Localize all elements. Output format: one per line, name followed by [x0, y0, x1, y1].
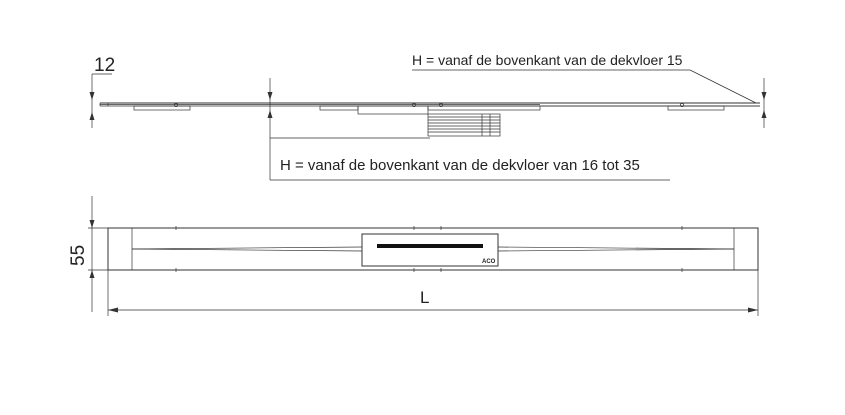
drain-cover	[362, 234, 498, 266]
h-marker-right	[412, 70, 767, 128]
front-view	[68, 196, 758, 316]
dim-l-marker	[108, 270, 758, 316]
side-section-view	[90, 52, 767, 180]
dim-l-label: L	[420, 288, 430, 307]
drain-slot	[377, 244, 483, 248]
note-middle: H = vanaf de bovenkant van de dekvloer van 16 tot 35	[280, 157, 640, 174]
dim-12-label: 12	[94, 55, 116, 76]
dim-12-marker	[90, 74, 113, 128]
note-top-right: H = vanaf de bovenkant van de dekvloer 15	[412, 52, 683, 68]
dim-55-label: 55	[68, 244, 89, 266]
drain-grate-hatch	[428, 114, 500, 136]
dim-55-marker	[88, 196, 132, 312]
aco-logo: ACO	[482, 259, 496, 265]
channel-profile	[100, 103, 760, 136]
